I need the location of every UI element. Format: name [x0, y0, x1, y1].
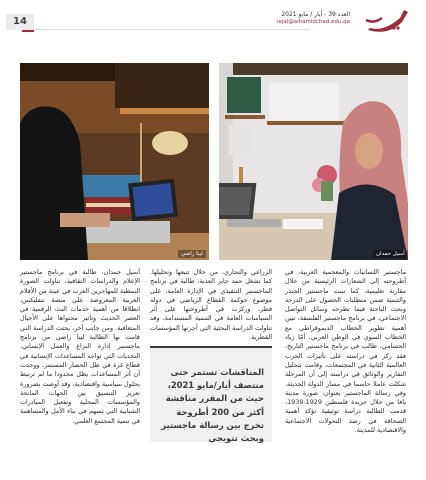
photo-caption-left: لينا راضي: [178, 250, 206, 258]
photo-student-laptop: [20, 63, 209, 260]
pull-quote: المناقشات تستمر حتى منتصف أيار/مايو 2021، حيث من المقرر مناقشة أكثر من 200 أطروحة تخرج بين رسالة ماجستير وبحث تتويجي: [161, 367, 264, 444]
page-number: 14: [6, 14, 34, 30]
header-divider: [34, 29, 310, 30]
pull-quote-box: [150, 346, 272, 442]
photo-student-desk: [219, 63, 408, 260]
issue-info: العدد 39 - أيار / مايو 2021: [281, 11, 350, 18]
article-column-right: ماجستير اللسانيات والمعجمية العربية، في أطروحته إلى الشعارات الرئيسية من خلال مقاربة تعليمية، كما تبنت ماجستير الجندر والتنمية ضمن متطلبات الحصول على الدرجة وبحث الباحثة فيما تطرحه وسائل التواصل الاجتماعي، في برنامج ماجستير الفلسفة، تبين أهمية تطوير الخطاب الديموقراطي مع الخطاب السوي في الوطن العربي. أمّا زياد الحسامي، طالب في برنامج ماجستير التاريخ، فقد ركز في دراسته على تأثيرات الحرب العالمية الثانية في المجتمعات، وقامت بتحليل التقارير والوثائق في دراسته إلى أن المرحلة شكلت عاملا حاسما في مسار الدولة الحديثة. وفي رسالة الماجستير بعنوان: صورة مدينة يافا من خلال جريدة فلسطين 1929-1939، قدمت الطالبة دراسة توثيقية تؤكد أهمية الصحافة في رصد التحولات الاجتماعية والاقتصادية للمدينة.: [285, 268, 406, 435]
article-column-middle: الزراعي والتجاري، من خلال تتبعها وتحليلها. كما تشغل حمد جابر العذبة، طالبة في برنامج الماجستير التنفيذي في الإدارة العامة، على موضوع حوكمة القطاع الرياضي في دولة قطر، وركزت في أطروحتها على أثر السياسات العامة في التنمية المستدامة، وقد تناولت الدراسة البحثية التي أجرتها المؤسسات القطرية.: [150, 268, 272, 342]
page-header: [0, 0, 426, 40]
magazine-logo: [364, 6, 416, 34]
photo-caption-right: أسيل حمدان: [373, 250, 408, 258]
page-number-accent: [22, 30, 34, 32]
article-column-left: أسيل حمدان، طالبة في برنامج ماجستير الإعلام والدراسات الثقافية، تناولت الصورة النمطية للمهاجرين العرب في عينة من الأفلام الغربية المعروضة على منصة نتفليكس، انطلاقا من أهمية خدمات البث الرقمية في العصر الحديث وتأثير محتواها على الأجيال المتعاقبة. ومن جانب آخر، بحثت الدراسة التي قامت بها الطالبة لينا راضي من برنامج ماجستير إدارة النزاع والعمل الإنساني، التحديات التي تواجه المساعدات الإنسانية في قطاع غزة في ظل الحصار المستمر، ووجدت أن أثر المساعدات يظل محدودا ما لم ترتبط بحلول سياسية واقتصادية، وقد أوصت بضرورة تعزيز التنسيق بين الجهات المانحة والمؤسسات المحلية وتفعيل المبادرات الشبابية التي تسهم في بناء الأمل والمساهمة في تنمية المجتمع العلمي.: [20, 268, 140, 425]
contact-email: rejal@alhamidchad.edu.qa: [276, 19, 350, 25]
